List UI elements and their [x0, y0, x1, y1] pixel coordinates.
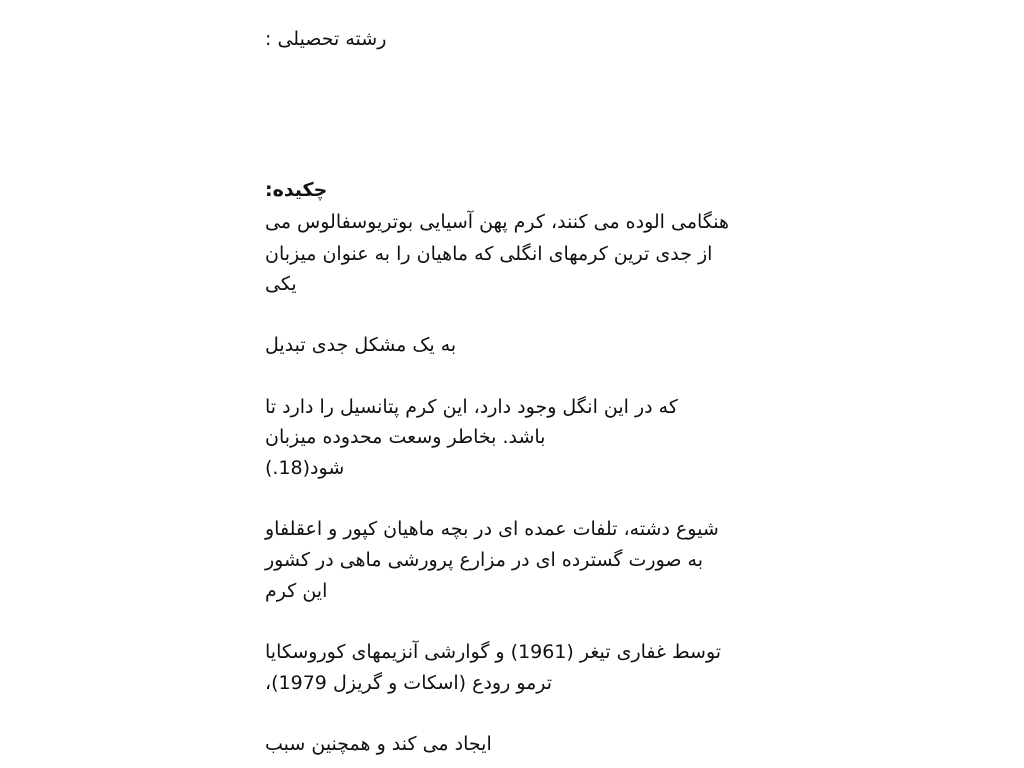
abstract-line: شیوع دشته، تلفات عمده ای در بچه ماهیان کپور و اعقلفاو — [265, 518, 719, 540]
abstract-line: به صورت گسترده ای در مزارع پرورشی ماهی در کشور — [265, 549, 704, 571]
abstract-line: که در این انگل وجود دارد، این کرم پتانسیل را دارد تا — [265, 396, 678, 418]
abstract-line: ترمو رودع (اسکات و گریزل 1979)، — [265, 672, 553, 694]
abstract-line: هنگامی الوده می کنند، کرم پهن آسیایی بوتریوسفالوس می — [265, 211, 730, 233]
abstract-line: از جدی ترین کرمهای انگلی که ماهیان را به عنوان میزبان — [265, 243, 713, 265]
abstract-line: شود(18.) — [265, 457, 345, 479]
abstract-heading: چکیده: — [265, 179, 328, 201]
field-of-study-label: رشته تحصیلی : — [265, 28, 387, 50]
abstract-line: این کرم — [265, 580, 328, 602]
abstract-line: به یک مشکل جدی تبدیل — [265, 334, 457, 356]
abstract-line: ایجاد می کند و همچنین سبب — [265, 733, 492, 755]
abstract-line: باشد. بخاطر وسعت محدوده میزبان — [265, 426, 546, 448]
abstract-line: توسط غفاری تیغر (1961) و گوارشی آنزیمهای کوروسکایا — [265, 641, 722, 663]
abstract-line: یکی — [265, 273, 297, 295]
